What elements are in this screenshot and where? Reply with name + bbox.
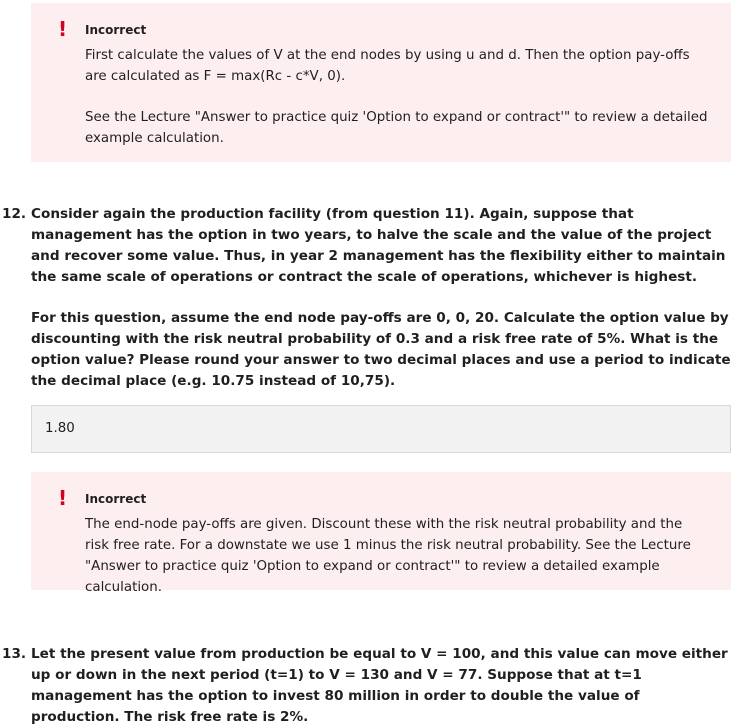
question-number: 12.: [2, 206, 27, 222]
feedback-text: The end-node pay-offs are given. Discount these with the risk neutral probability and the risk free rate. For a downstate we use 1 minus the risk neutral probability. See the Lecture "Answer to practice quiz 'Option to expand or contract'" to review a detailed example calculation.: [85, 517, 691, 595]
question-instructions: For this question, assume the end node pay-offs are 0, 0, 20. Calculate the option value by discounting with the risk neutral probability of 0.3 and a risk free rate of 5%. What is the option value? Please round your answer to two decimal places and use a period to indicate the decimal place (e.g. 10.75 instead of 10,75).: [31, 310, 731, 389]
feedback-text-reference: See the Lecture "Answer to practice quiz 'Option to expand or contract'" to review a detailed example calculation.: [85, 110, 708, 146]
feedback-status: Incorrect: [85, 492, 147, 506]
feedback-status: Incorrect: [85, 23, 147, 37]
question-prompt: Let the present value from production be equal to V = 100, and this value can move either up or down in the next period (t=1) to V = 130 and V = 77. Suppose that at t=1 management has the option to invest 80 million in order to double the value of production. The risk free rate is 2%.: [31, 646, 728, 725]
answer-input[interactable]: [31, 405, 731, 453]
answer-input-value: 1.80: [45, 421, 75, 436]
question-prompt: Consider again the production facility (from question 11). Again, suppose that management has the option in two years, to halve the scale and the value of the project and recover some value. Thus, in year 2 management has the flexibility either to maintain the same scale of operations or contract the scale of operations, whichever is highest.: [31, 206, 726, 285]
feedback-incorrect-1: [31, 3, 731, 162]
feedback-text: First calculate the values of V at the end nodes by using u and d. Then the option pay-offs are calculated as F = max(Rc - c*V, 0).: [85, 48, 690, 84]
question-number: 13.: [2, 646, 27, 662]
feedback-incorrect-2: [31, 472, 731, 595]
exclamation-icon: !: [58, 486, 68, 510]
exclamation-icon: !: [58, 17, 68, 41]
